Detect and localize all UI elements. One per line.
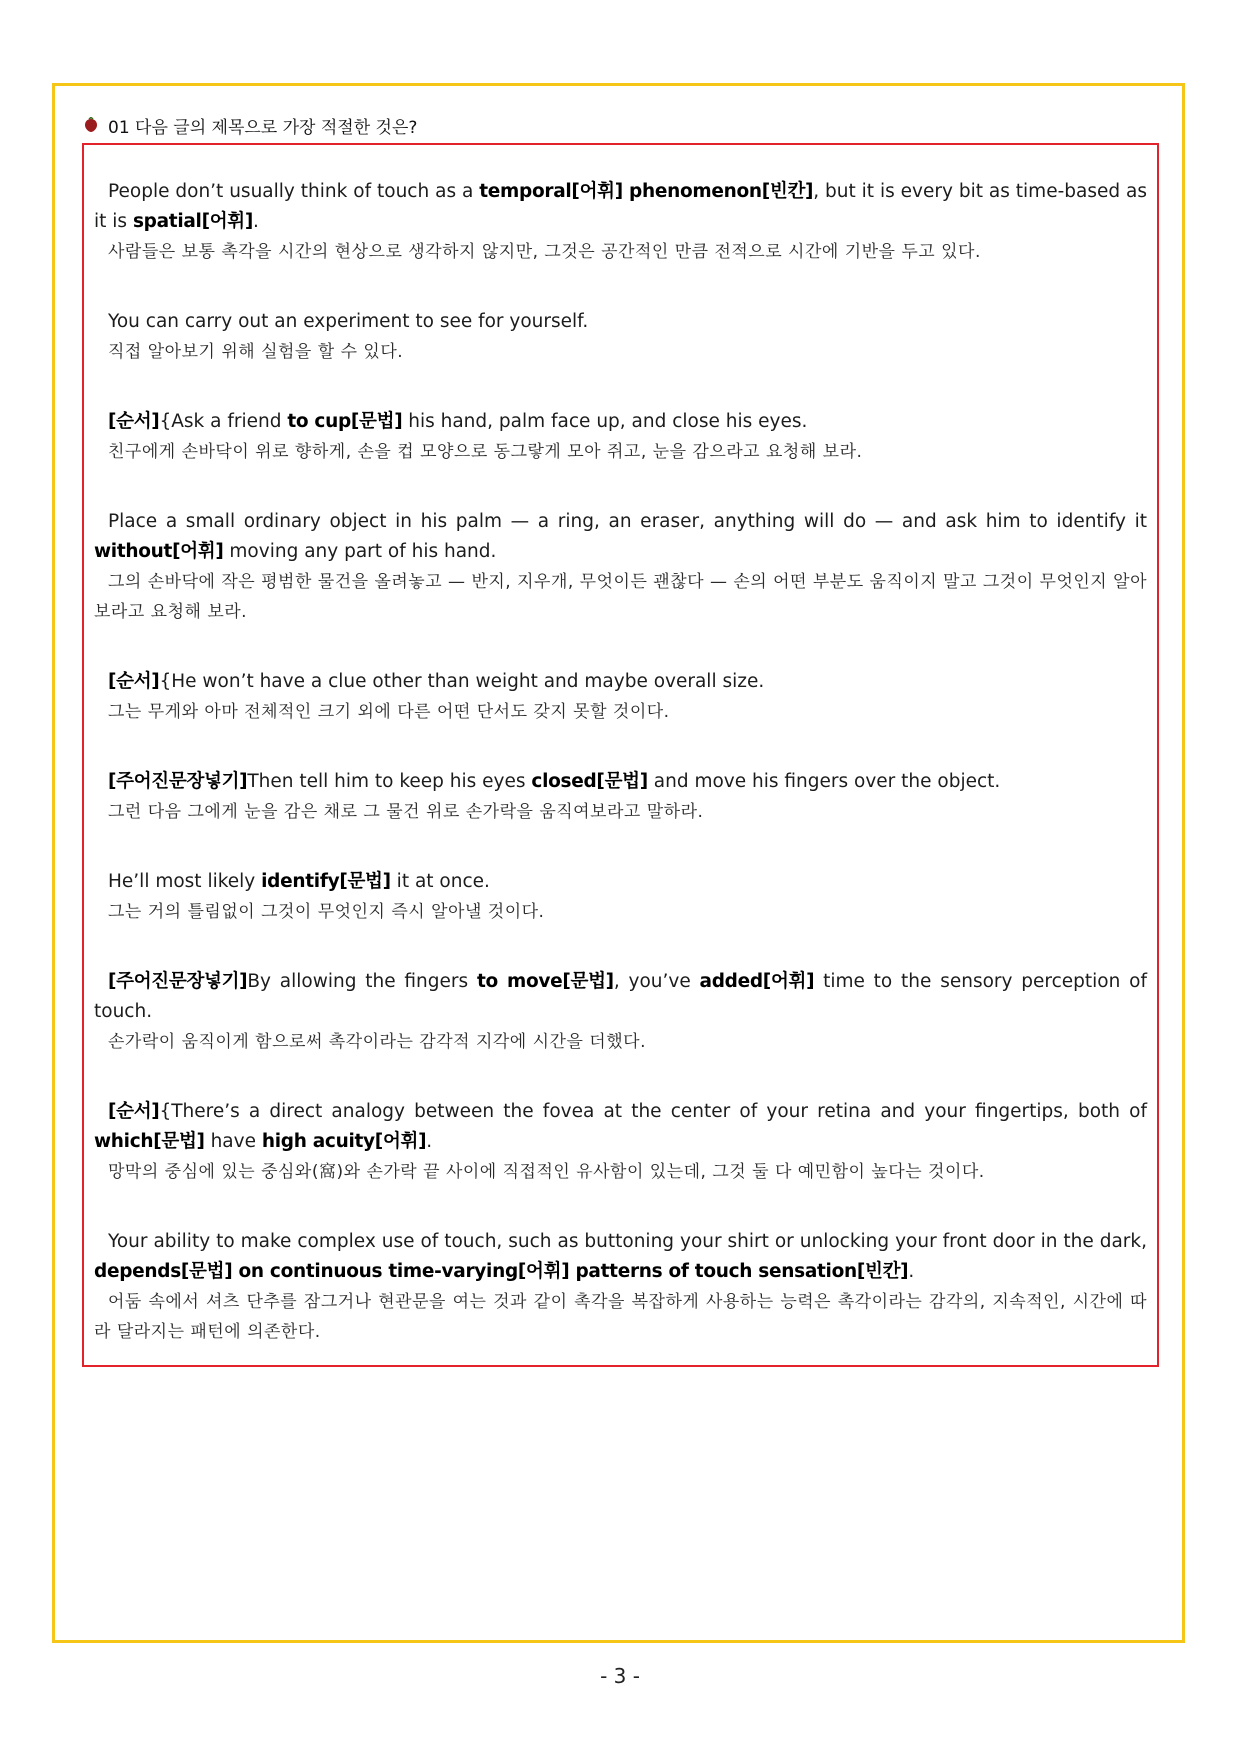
korean-translation: 그런 다음 그에게 눈을 감은 채로 그 물건 위로 손가락을 움직여보라고 말하라. [108,802,704,822]
english-sentence [94,867,1147,897]
sentence-text: Place a small ordinary object in his palm — a ring, an eraser, anything will do — and ask him to identify it [108,511,1147,532]
english-sentence [94,767,1147,797]
page-number: - 3 - [600,1664,640,1688]
english-sentence [94,407,1147,437]
sentence-text: You can carry out an experiment to see for yourself. [108,311,589,332]
korean-translation: 사람들은 보통 촉각을 시간의 현상으로 생각하지 않지만, 그것은 공간적인 만큼 전적으로 시간에 기반을 두고 있다. [108,242,981,262]
strawberry-bullet-icon [84,117,98,133]
passage-paragraph [94,667,1147,727]
highlighted-term: identify[문법] [261,871,391,892]
highlighted-term: [주어진문장넣기] [108,771,248,792]
highlighted-term: [순서] [108,671,160,692]
sentence-text: , you’ve [613,971,700,992]
question-title: 01 다음 글의 제목으로 가장 적절한 것은? [108,117,418,138]
passage-paragraph [94,507,1147,627]
passage-box [82,143,1159,1367]
sentence-text: {There’s a direct analogy between the fovea at the center of your retina and your fingertips, both of [159,1101,1147,1122]
english-sentence [94,1227,1147,1287]
highlighted-term: to move[문법] [476,971,614,992]
highlighted-term: closed[문법] [531,771,648,792]
english-sentence [94,307,1147,337]
highlighted-term: which[문법] [94,1131,205,1152]
sentence-text: Your ability to make complex use of touch, such as buttoning your shirt or unlocking your front door in the dark, [108,1231,1147,1252]
sentence-text: time to the sensory perception of touch. [94,971,1147,1022]
english-sentence [94,1097,1147,1157]
highlighted-term: temporal[어휘] phenomenon[빈칸] [479,181,814,202]
passage-paragraph [94,177,1147,267]
korean-translation: 손가락이 움직이게 함으로써 촉각이라는 감각적 지각에 시간을 더했다. [108,1032,646,1052]
sentence-text: , but it is every bit as time-based as it is [94,181,1147,232]
english-sentence [94,177,1147,237]
highlighted-term: [순서] [108,411,160,432]
korean-translation: 직접 알아보기 위해 실험을 할 수 있다. [108,342,404,362]
passage-paragraph [94,767,1147,827]
highlighted-term: [순서] [108,1101,160,1122]
english-sentence [94,967,1147,1027]
highlighted-term: depends[문법] on continuous time-varying[어휘] patterns of touch sensation[빈칸] [94,1261,909,1282]
highlighted-term: spatial[어휘] [132,211,254,232]
sentence-text: have [204,1131,262,1152]
english-sentence [94,667,1147,697]
sentence-text: People don’t usually think of touch as a [108,181,480,202]
korean-translation: 친구에게 손바닥이 위로 향하게, 손을 컵 모양으로 동그랗게 모아 쥐고, 눈을 감으라고 요청해 보라. [108,442,863,462]
sentence-text: {He won’t have a clue other than weight and maybe overall size. [159,671,765,692]
sentence-text: {Ask a friend [159,411,288,432]
highlighted-term: high acuity[어휘] [261,1131,427,1152]
korean-translation: 그는 무게와 아마 전체적인 크기 외에 다른 어떤 단서도 갖지 못할 것이다. [108,702,670,722]
passage-paragraph [94,1227,1147,1347]
passage-paragraph [94,407,1147,467]
question-header [84,112,417,138]
sentence-text: . [908,1261,915,1282]
passage-paragraph [94,1097,1147,1187]
sentence-text: his hand, palm face up, and close his eyes. [402,411,808,432]
sentence-text: By allowing the fingers [247,971,477,992]
korean-translation: 어둠 속에서 셔츠 단추를 잠그거나 현관문을 여는 것과 같이 촉각을 복잡하게 사용하는 능력은 촉각이라는 감각의, 지속적인, 시간에 따라 달라지는 패턴에 의존한다. [94,1292,1147,1342]
korean-translation: 그는 거의 틀림없이 그것이 무엇인지 즉시 알아낼 것이다. [108,902,545,922]
sentence-text: . [426,1131,433,1152]
korean-translation: 그의 손바닥에 작은 평범한 물건을 올려놓고 — 반지, 지우개, 무엇이든 괜찮다 — 손의 어떤 부분도 움직이지 말고 그것이 무엇인지 알아보라고 요청해 보라. [94,572,1147,622]
highlighted-term: [주어진문장넣기] [108,971,248,992]
highlighted-term: to cup[문법] [287,411,403,432]
passage-paragraph [94,867,1147,927]
korean-translation: 망막의 중심에 있는 중심와(窩)와 손가락 끝 사이에 직접적인 유사함이 있는데, 그것 둘 다 예민함이 높다는 것이다. [108,1162,985,1182]
sentence-text: . [253,211,259,232]
passage-paragraph [94,967,1147,1057]
sentence-text: Then tell him to keep his eyes [247,771,532,792]
sentence-text: He’ll most likely [108,871,262,892]
english-sentence [94,507,1147,567]
sentence-text: moving any part of his hand. [223,541,497,562]
highlighted-term: without[어휘] [94,541,224,562]
highlighted-term: added[어휘] [699,971,815,992]
passage-paragraph [94,307,1147,367]
sentence-text: and move his fingers over the object. [647,771,1001,792]
sentence-text: it at once. [390,871,490,892]
